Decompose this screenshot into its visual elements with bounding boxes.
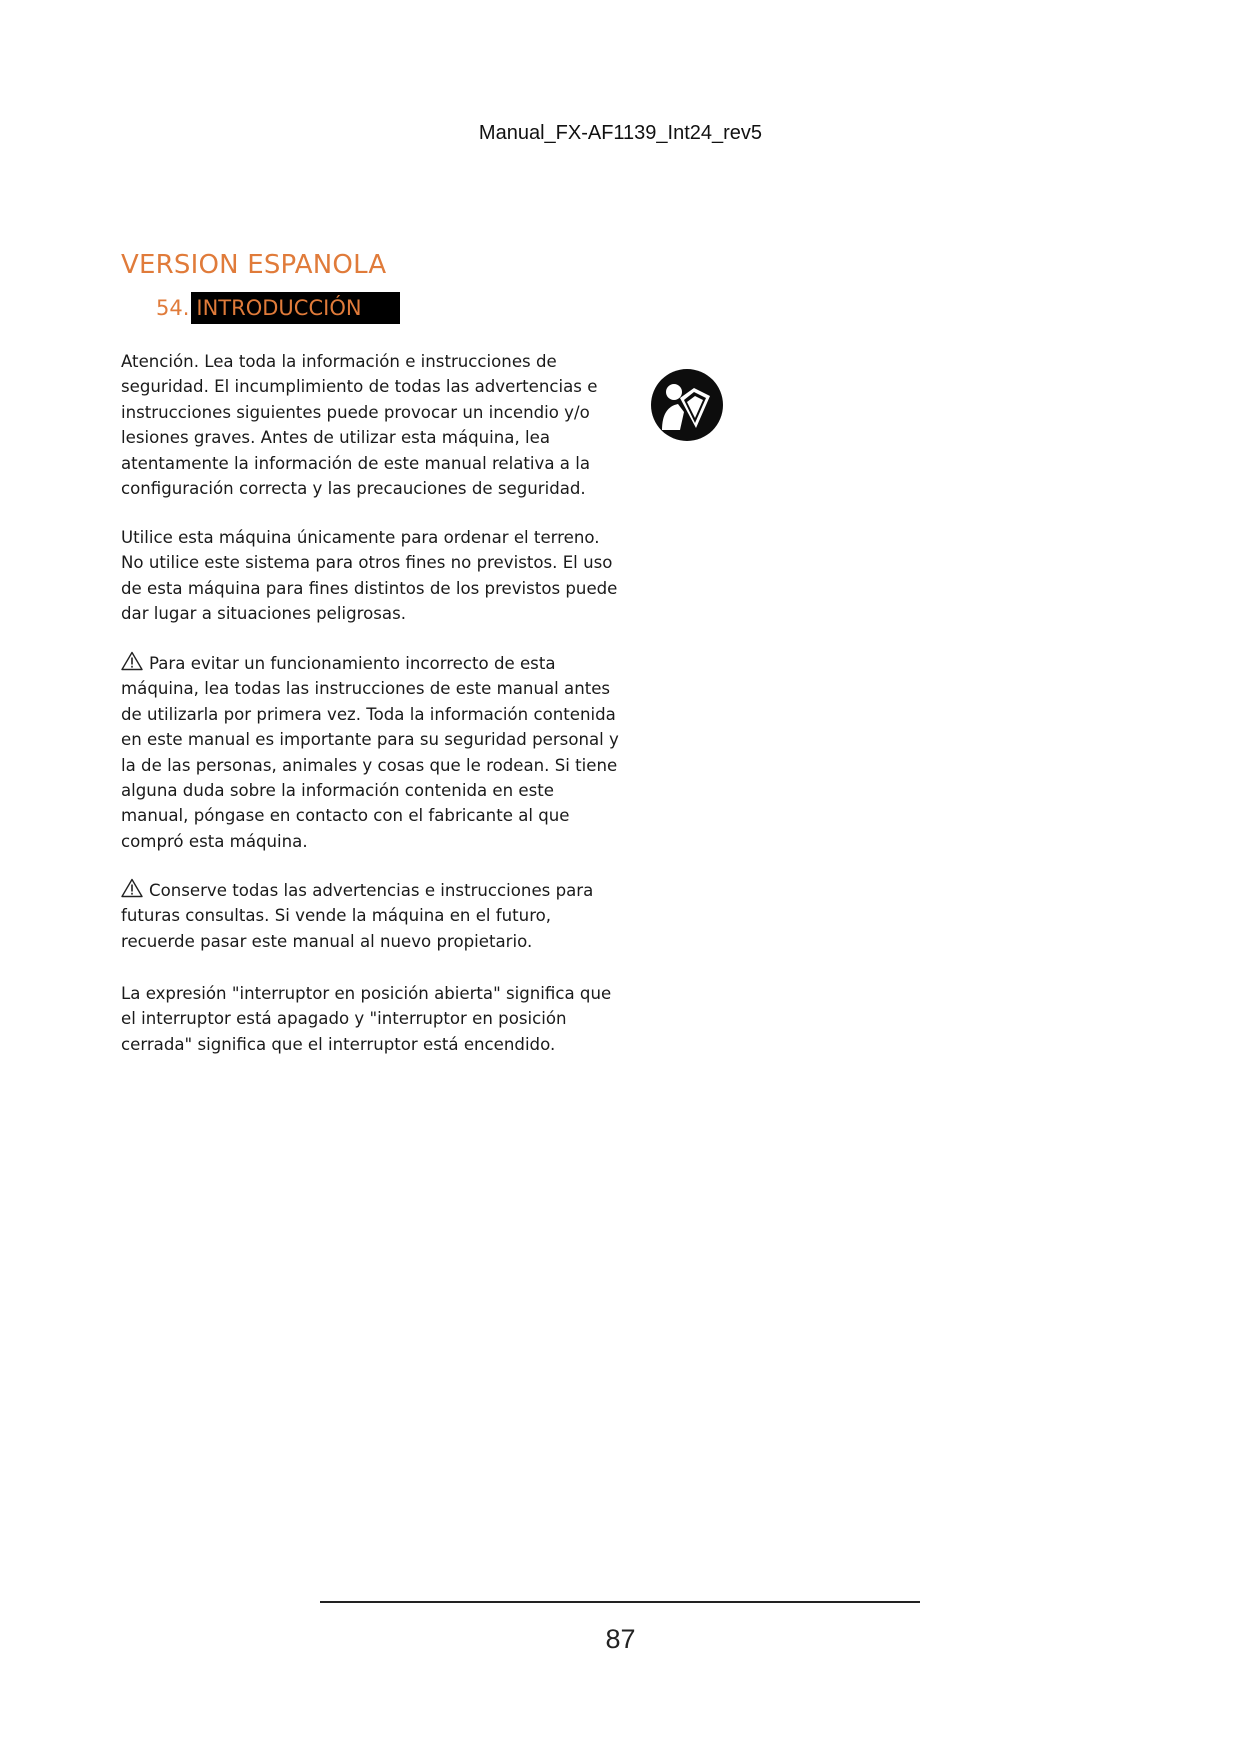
paragraph-switch-definition: La expresión "interruptor en posición abierta" significa que el interruptor está apagado y "interruptor en posición cerrada" significa que el interruptor está encendido. [121, 984, 612, 1054]
document-header-title: Manual_FX-AF1139_Int24_rev5 [478, 122, 763, 144]
paragraph-warning-keep-instructions-text: Conserve todas las advertencias e instrucciones para futuras consultas. Si vende la máquina en el futuro, recuerde pasar este manual al nuevo propietario. [121, 881, 594, 951]
section-number: 54. [156, 296, 190, 320]
language-section-title: VERSION ESPANOLA [121, 250, 387, 280]
paragraph-intended-use: Utilice esta máquina únicamente para ordenar el terreno. No utilice este sistema para otros fines no previstos. El uso de esta máquina para fines distintos de los previstos puede dar lugar a situaciones peligrosas. [121, 528, 618, 624]
read-manual-icon [650, 368, 724, 442]
page-number: 87 [605, 1624, 636, 1654]
paragraph-warning-read-instructions-text: Para evitar un funcionamiento incorrecto de esta máquina, lea todas las instrucciones de este manual antes de utilizarla por primera vez. Toda la información contenida en este manual es importante para su seguridad personal y la de las personas, animales y cosas que le rodean. Si tiene alguna duda sobre la información contenida en este manual, póngase en contacto con el fabricante al que compró esta máquina. [121, 654, 619, 851]
footer-divider [320, 1601, 920, 1603]
paragraph-warning-keep-instructions [121, 878, 621, 954]
paragraph-warning-read-instructions [121, 651, 621, 854]
warning-triangle-icon [121, 651, 143, 671]
section-label: INTRODUCCIÓN [191, 292, 399, 324]
section-heading [156, 292, 400, 324]
warning-triangle-icon [121, 878, 143, 898]
paragraph-attention: Atención. Lea toda la información e instrucciones de seguridad. El incumplimiento de todas las advertencias e instrucciones siguientes puede provocar un incendio y/o lesiones graves. Antes de utilizar esta máquina, lea atentamente la información de este manual relativa a la configuración correcta y las precauciones de seguridad. [121, 352, 598, 499]
